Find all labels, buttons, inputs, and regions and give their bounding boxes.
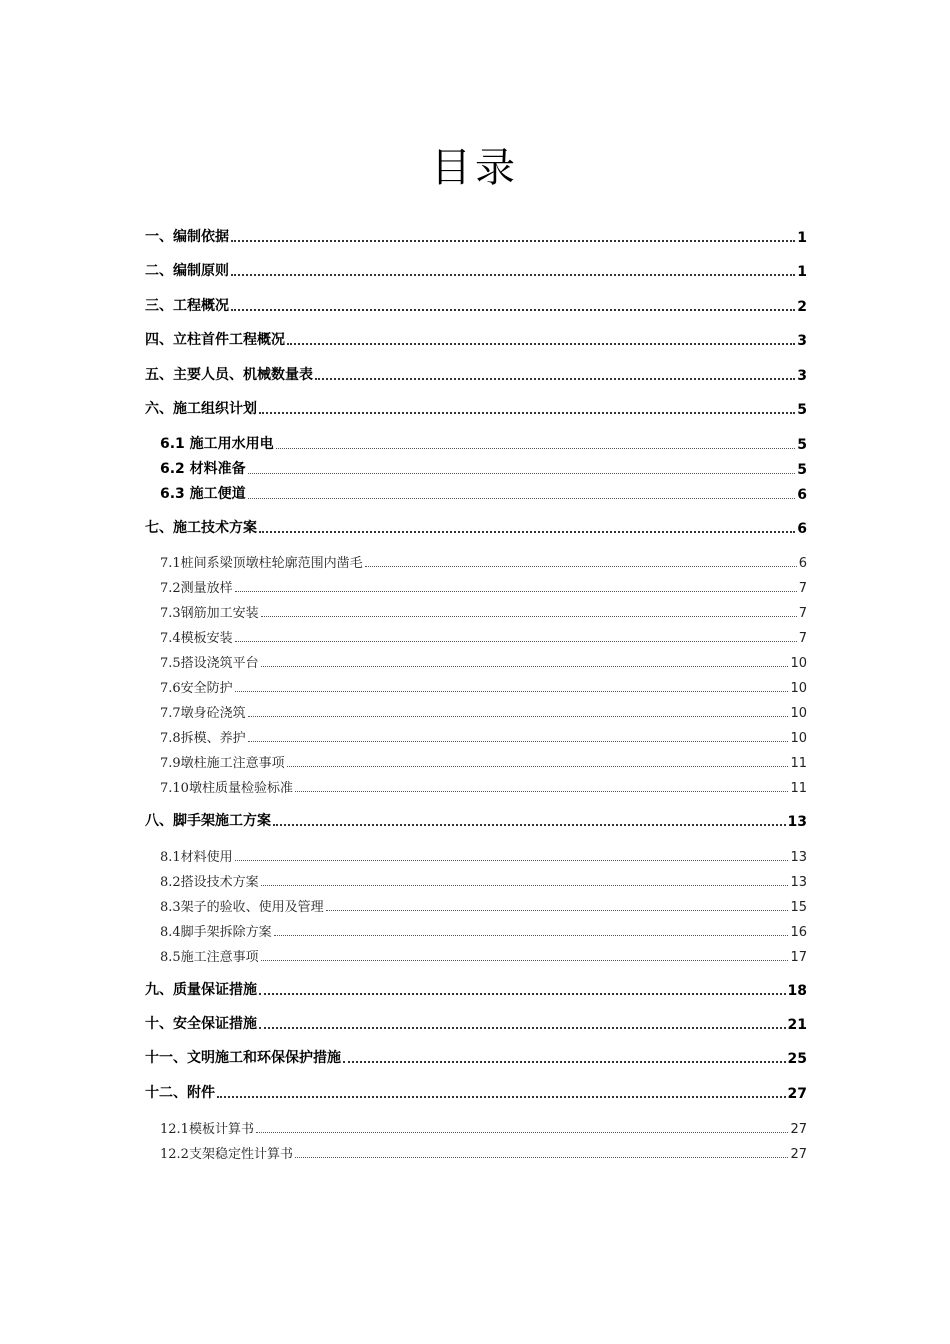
toc-entry[interactable] xyxy=(145,260,807,280)
dot-leader xyxy=(261,666,789,667)
toc-entry[interactable] xyxy=(160,576,807,596)
toc-entry-page: 7 xyxy=(798,581,807,596)
toc-entry[interactable] xyxy=(160,845,807,865)
toc-entry-page: 6 xyxy=(797,487,807,503)
toc-entry-label: 八、脚手架施工方案 xyxy=(145,813,271,829)
toc-entry[interactable] xyxy=(160,776,807,796)
toc-entry-label: 6.3 施工便道 xyxy=(160,486,246,502)
dot-leader xyxy=(273,824,786,826)
toc-entry[interactable] xyxy=(145,517,807,537)
toc-entry-label: 8.4脚手架拆除方案 xyxy=(160,925,272,940)
toc-entry[interactable] xyxy=(145,810,807,830)
toc-entry-label: 7.5搭设浇筑平台 xyxy=(160,656,259,671)
dot-leader xyxy=(259,412,795,414)
dot-leader xyxy=(217,1096,786,1098)
toc-entry-page: 27 xyxy=(790,1122,807,1137)
dot-leader xyxy=(248,498,796,499)
toc-entry-page: 7 xyxy=(798,631,807,646)
toc-entry-page: 1 xyxy=(797,230,807,246)
toc-entry[interactable] xyxy=(145,979,807,999)
toc-entry-label: 8.5施工注意事项 xyxy=(160,950,259,965)
dot-leader xyxy=(248,741,789,742)
toc-entry[interactable] xyxy=(145,1082,807,1102)
toc-entry-page: 10 xyxy=(790,656,807,671)
dot-leader xyxy=(326,910,789,911)
dot-leader xyxy=(235,860,789,861)
toc-entry-page: 27 xyxy=(790,1147,807,1162)
toc-entry-page: 25 xyxy=(787,1051,807,1067)
toc-entry-page: 3 xyxy=(797,368,807,384)
toc-entry-label: 十、安全保证措施 xyxy=(145,1016,257,1032)
toc-entry-page: 6 xyxy=(797,521,807,537)
toc-entry-label: 九、质量保证措施 xyxy=(145,982,257,998)
dot-leader xyxy=(231,274,795,276)
toc-entry[interactable] xyxy=(160,651,807,671)
toc-entry-label: 7.1桩间系梁顶墩柱轮廓范围内凿毛 xyxy=(160,556,363,571)
dot-leader xyxy=(274,935,789,936)
toc-entry[interactable] xyxy=(160,726,807,746)
toc-entry-label: 五、主要人员、机械数量表 xyxy=(145,367,313,383)
toc-entry-label: 7.6安全防护 xyxy=(160,681,233,696)
toc-entry-page: 5 xyxy=(797,402,807,418)
dot-leader xyxy=(315,378,795,380)
toc-entry-label: 四、立柱首件工程概况 xyxy=(145,332,285,348)
toc-entry[interactable] xyxy=(145,329,807,349)
toc-entry[interactable] xyxy=(160,701,807,721)
toc-entry-page: 3 xyxy=(797,333,807,349)
toc-entry-page: 10 xyxy=(790,681,807,696)
toc-entry-label: 十二、附件 xyxy=(145,1085,215,1101)
dot-leader xyxy=(248,473,796,474)
toc-entry[interactable] xyxy=(160,895,807,915)
toc-entry-page: 10 xyxy=(790,731,807,746)
dot-leader xyxy=(276,448,796,449)
toc-entry[interactable] xyxy=(160,433,807,453)
toc-entry-page: 11 xyxy=(790,756,807,771)
toc-entry-label: 7.10墩柱质量检验标准 xyxy=(160,781,293,796)
toc-entry-label: 三、工程概况 xyxy=(145,298,229,314)
toc-entry[interactable] xyxy=(160,870,807,890)
dot-leader xyxy=(259,531,795,533)
toc-entry-page: 1 xyxy=(797,264,807,280)
toc-entry-page: 18 xyxy=(787,983,807,999)
dot-leader xyxy=(248,716,789,717)
dot-leader xyxy=(287,343,795,345)
toc-entry[interactable] xyxy=(160,626,807,646)
toc-entry-label: 12.1模板计算书 xyxy=(160,1122,254,1137)
toc-entry-label: 7.9墩柱施工注意事项 xyxy=(160,756,285,771)
toc-entry[interactable] xyxy=(160,483,807,503)
toc-entry-page: 10 xyxy=(790,706,807,721)
dot-leader xyxy=(231,309,795,311)
toc-entry-label: 12.2支架稳定性计算书 xyxy=(160,1147,293,1162)
toc-entry[interactable] xyxy=(160,751,807,771)
toc-entry[interactable] xyxy=(145,226,807,246)
dot-leader xyxy=(295,791,789,792)
dot-leader xyxy=(261,960,789,961)
toc-entry-label: 7.2测量放样 xyxy=(160,581,233,596)
toc-entry[interactable] xyxy=(160,458,807,478)
toc-entry-label: 8.1材料使用 xyxy=(160,850,233,865)
toc-entry-page: 6 xyxy=(798,556,807,571)
toc-entry-page: 5 xyxy=(797,437,807,453)
dot-leader xyxy=(295,1157,789,1158)
dot-leader xyxy=(235,591,797,592)
dot-leader xyxy=(256,1132,789,1133)
dot-leader xyxy=(261,616,797,617)
toc-entry-label: 6.1 施工用水用电 xyxy=(160,436,274,452)
dot-leader xyxy=(261,885,789,886)
toc-entry-page: 5 xyxy=(797,462,807,478)
toc-entry[interactable] xyxy=(145,364,807,384)
toc-entry-page: 27 xyxy=(787,1086,807,1102)
toc-entry-page: 7 xyxy=(798,606,807,621)
toc-entry[interactable] xyxy=(145,1013,807,1033)
toc-entry-label: 8.3架子的验收、使用及管理 xyxy=(160,900,324,915)
toc-entry-page: 13 xyxy=(790,850,807,865)
toc-entry[interactable] xyxy=(160,920,807,940)
toc-entry[interactable] xyxy=(145,295,807,315)
toc-entry-label: 7.4模板安装 xyxy=(160,631,233,646)
toc-entry-label: 十一、文明施工和环保保护措施 xyxy=(145,1050,341,1066)
toc-entry-page: 13 xyxy=(790,875,807,890)
toc-entry-page: 2 xyxy=(797,299,807,315)
toc-entry[interactable] xyxy=(160,1142,807,1162)
toc-entry-label: 七、施工技术方案 xyxy=(145,520,257,536)
dot-leader xyxy=(235,641,797,642)
toc-entry-page: 17 xyxy=(790,950,807,965)
toc-entry[interactable] xyxy=(145,398,807,418)
toc-entry-label: 六、施工组织计划 xyxy=(145,401,257,417)
toc-entry[interactable] xyxy=(145,1047,807,1067)
dot-leader xyxy=(287,766,789,767)
toc-entry-label: 一、编制依据 xyxy=(145,229,229,245)
dot-leader xyxy=(343,1061,786,1063)
toc-entry-label: 7.8拆模、养护 xyxy=(160,731,246,746)
toc-entry-page: 13 xyxy=(787,814,807,830)
toc-entry-label: 6.2 材料准备 xyxy=(160,461,246,477)
dot-leader xyxy=(231,240,795,242)
dot-leader xyxy=(259,993,786,995)
dot-leader xyxy=(235,691,789,692)
toc-entry-page: 15 xyxy=(790,900,807,915)
toc-entry[interactable] xyxy=(160,676,807,696)
dot-leader xyxy=(259,1027,786,1029)
toc-entry[interactable] xyxy=(160,601,807,621)
toc-entry[interactable] xyxy=(160,1117,807,1137)
page-title: 目录 xyxy=(431,145,519,191)
toc-entry-page: 16 xyxy=(790,925,807,940)
toc-entry-page: 11 xyxy=(790,781,807,796)
toc-entry-label: 8.2搭设技术方案 xyxy=(160,875,259,890)
toc-entry[interactable] xyxy=(160,551,807,571)
toc-entry-label: 7.3钢筋加工安装 xyxy=(160,606,259,621)
toc-entry-label: 7.7墩身砼浇筑 xyxy=(160,706,246,721)
dot-leader xyxy=(365,566,797,567)
toc-entry-page: 21 xyxy=(787,1017,807,1033)
toc-entry-label: 二、编制原则 xyxy=(145,263,229,279)
toc-entry[interactable] xyxy=(160,945,807,965)
